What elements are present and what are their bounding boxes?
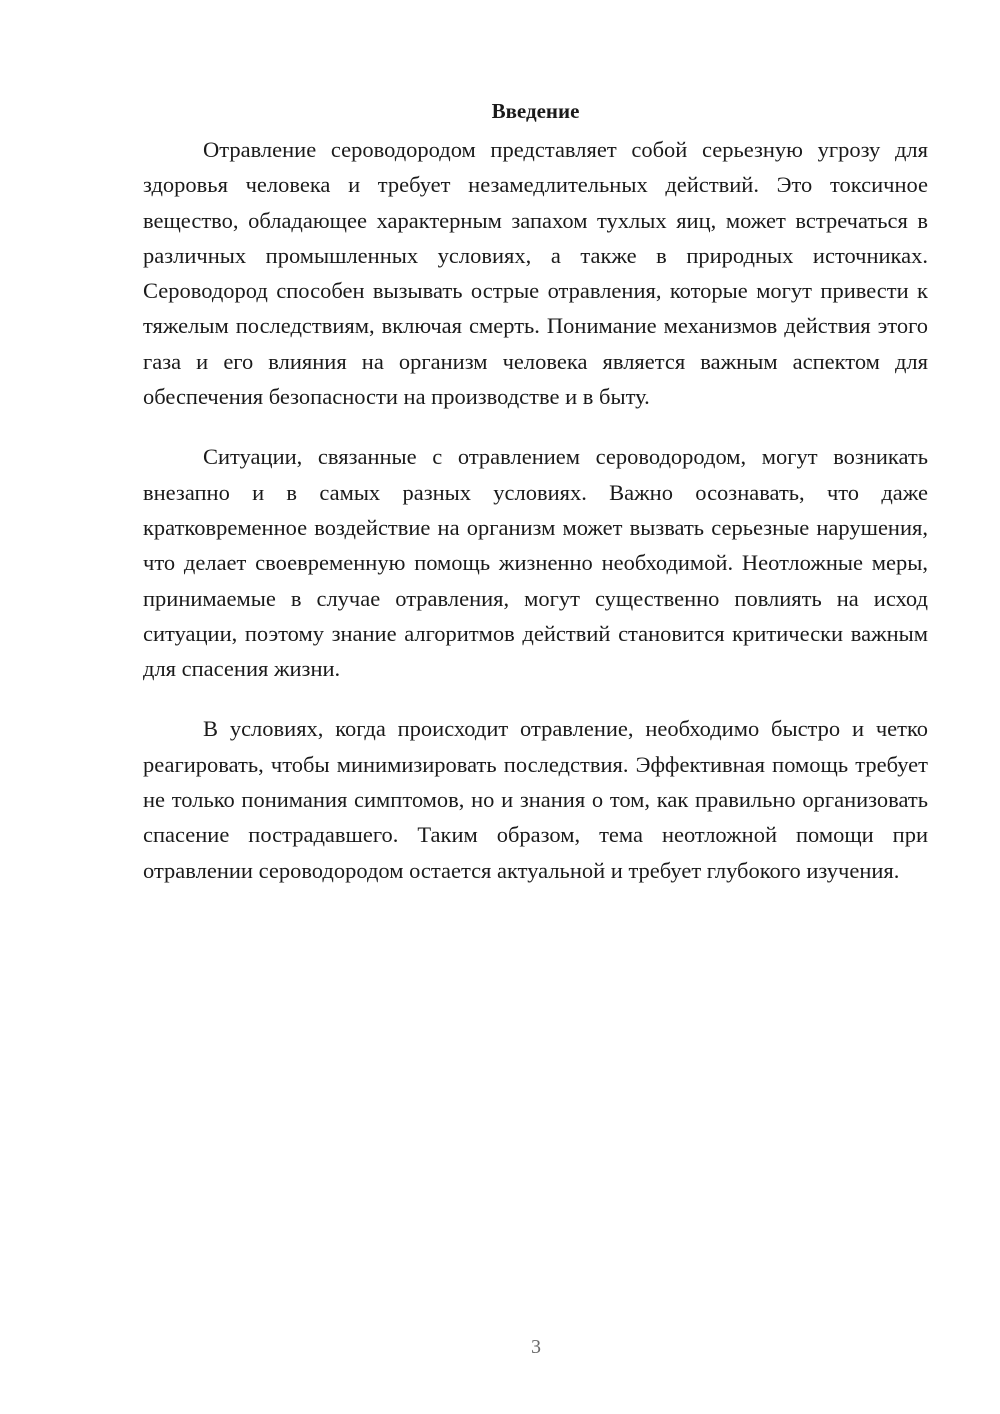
page-number: 3	[531, 1336, 541, 1358]
paragraph-3: В условиях, когда происходит отравление, необходимо быстро и четко реагировать, чтобы минимизировать последствия. Эффективная помощь требует не только понимания симптомов, но и знания о том, как правильно организовать спасение пострадавшего. Таким образом, тема неотложной помощи при отравлении сероводородом остается актуальной и требует глубокого изучения.	[143, 716, 928, 883]
page-content	[143, 96, 928, 913]
paragraph-1: Отравление сероводородом представляет собой серьезную угрозу для здоровья человека и требует незамедлительных действий. Это токсичное вещество, обладающее характерным запахом тухлых яиц, может встречаться в различных промышленных условиях, а также в природных источниках. Сероводород способен вызывать острые отравления, которые могут привести к тяжелым последствиям, включая смерть. Понимание механизмов действия этого газа и его влияния на организм человека является важным аспектом для обеспечения безопасности на производстве и в быту.	[143, 137, 928, 410]
section-heading: Введение	[491, 99, 580, 123]
paragraph-2: Ситуации, связанные с отравлением сероводородом, могут возникать внезапно и в самых разных условиях. Важно осознавать, что даже кратковременное воздействие на организм может вызвать серьезные нарушения, что делает своевременную помощь жизненно необходимой. Неотложные меры, принимаемые в случае отравления, могут существенно повлиять на исход ситуации, поэтому знание алгоритмов действий становится критически важным для спасения жизни.	[143, 444, 928, 682]
